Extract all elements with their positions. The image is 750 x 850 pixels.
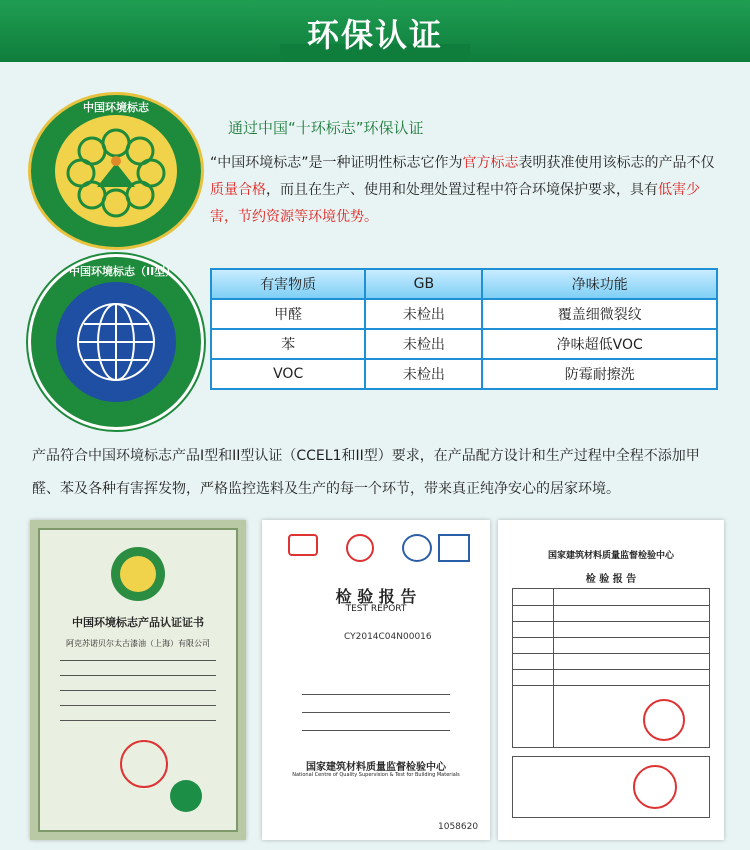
page-title: 环保认证 bbox=[306, 16, 443, 54]
table-cell: 甲醛 bbox=[211, 299, 365, 329]
report-table-lower bbox=[512, 756, 710, 818]
table-row bbox=[211, 299, 717, 329]
intro-text-3: ，而且在生产、使用和处理处置过程中符合环境保护要求，具有 bbox=[266, 182, 658, 198]
intro-highlight-1: 官方标志 bbox=[462, 155, 519, 171]
seal2-label: 中国环境标志（II型） bbox=[69, 265, 177, 278]
test-report-image bbox=[262, 520, 490, 840]
table-header: 有害物质 bbox=[211, 269, 365, 299]
report-table bbox=[512, 588, 710, 748]
cec-logo-icon bbox=[170, 780, 202, 812]
ten-rings-icon bbox=[55, 115, 177, 227]
intro-highlight-2: 质量合格 bbox=[210, 182, 266, 198]
certificate-frame bbox=[38, 528, 238, 832]
cert2-org: 国家建筑材料质量监督检验中心 bbox=[306, 762, 446, 773]
intro-highlight-3: 低害少害，节约资源等环境优势。 bbox=[210, 182, 700, 225]
certification-heading: 通过中国“十环标志”环保认证 bbox=[228, 119, 424, 137]
intro-text-1: “中国环境标志”是一种证明性标志它作为 bbox=[210, 155, 463, 171]
inspection-report-image bbox=[498, 520, 724, 840]
cal-logo-icon bbox=[346, 534, 374, 562]
china-environment-labelling-type2-seal bbox=[28, 254, 204, 430]
table-cell: 未检出 bbox=[365, 299, 482, 329]
table-row bbox=[211, 329, 717, 359]
ten-rings-logo-icon bbox=[108, 544, 168, 604]
globe-icon bbox=[56, 282, 176, 402]
table-cell: 苯 bbox=[211, 329, 365, 359]
summary-paragraph: 产品符合中国环境标志产品I型和II型认证（CCEL1和II型）要求，在产品配方设计和生产过程中全程不添加甲醛、苯及各种有害挥发物，严格监控选料及生产的每一个环节，带来真正纯净安心的居家环境。 bbox=[32, 448, 700, 497]
cert2-number: CY2014C04N00016 bbox=[344, 632, 432, 642]
table-header-row bbox=[211, 269, 717, 299]
harmful-substance-table bbox=[210, 268, 718, 390]
table-header: 净味功能 bbox=[482, 269, 717, 299]
table-row bbox=[211, 359, 717, 389]
seal-inner-globe bbox=[56, 282, 176, 402]
intro-text-2: 表明获准使用该标志的产品不仅 bbox=[518, 155, 715, 171]
cert2-subtitle: TEST REPORT bbox=[345, 604, 407, 614]
cert3-org: 国家建筑材料质量监督检验中心 bbox=[547, 551, 674, 561]
cert1-company: 阿克苏诺贝尔太古漆油（上海）有限公司 bbox=[66, 639, 210, 648]
seal-inner-ring bbox=[55, 115, 177, 227]
cert2-serial: 1058620 bbox=[438, 822, 479, 832]
red-stamp-icon bbox=[633, 765, 677, 809]
table-cell: VOC bbox=[211, 359, 365, 389]
ilac-mra-logo-icon bbox=[402, 534, 432, 562]
cnas-logo-icon bbox=[438, 534, 470, 562]
red-stamp-icon bbox=[643, 699, 685, 741]
china-environmental-labelling-seal bbox=[28, 92, 204, 250]
table-header: GB bbox=[365, 269, 482, 299]
red-stamp-icon bbox=[120, 740, 168, 788]
table-cell: 防霉耐擦洗 bbox=[482, 359, 717, 389]
cma-logo-icon bbox=[288, 534, 318, 556]
table-cell: 覆盖细微裂纹 bbox=[482, 299, 717, 329]
intro-paragraph bbox=[210, 150, 720, 231]
cert3-title: 检 验 报 告 bbox=[585, 574, 637, 585]
page-header bbox=[0, 0, 750, 62]
cert2-org-en: National Centre of Quality Supervision & Test for Building Materials bbox=[292, 772, 460, 778]
cert1-title: 中国环境标志产品认证证书 bbox=[72, 616, 204, 629]
cert2-title: 检 验 报 告 bbox=[335, 587, 417, 606]
table-cell: 未检出 bbox=[365, 359, 482, 389]
table-cell: 未检出 bbox=[365, 329, 482, 359]
table-cell: 净味超低VOC bbox=[482, 329, 717, 359]
environmental-certificate-image bbox=[30, 520, 246, 840]
seal1-label: 中国环境标志 bbox=[83, 101, 149, 114]
